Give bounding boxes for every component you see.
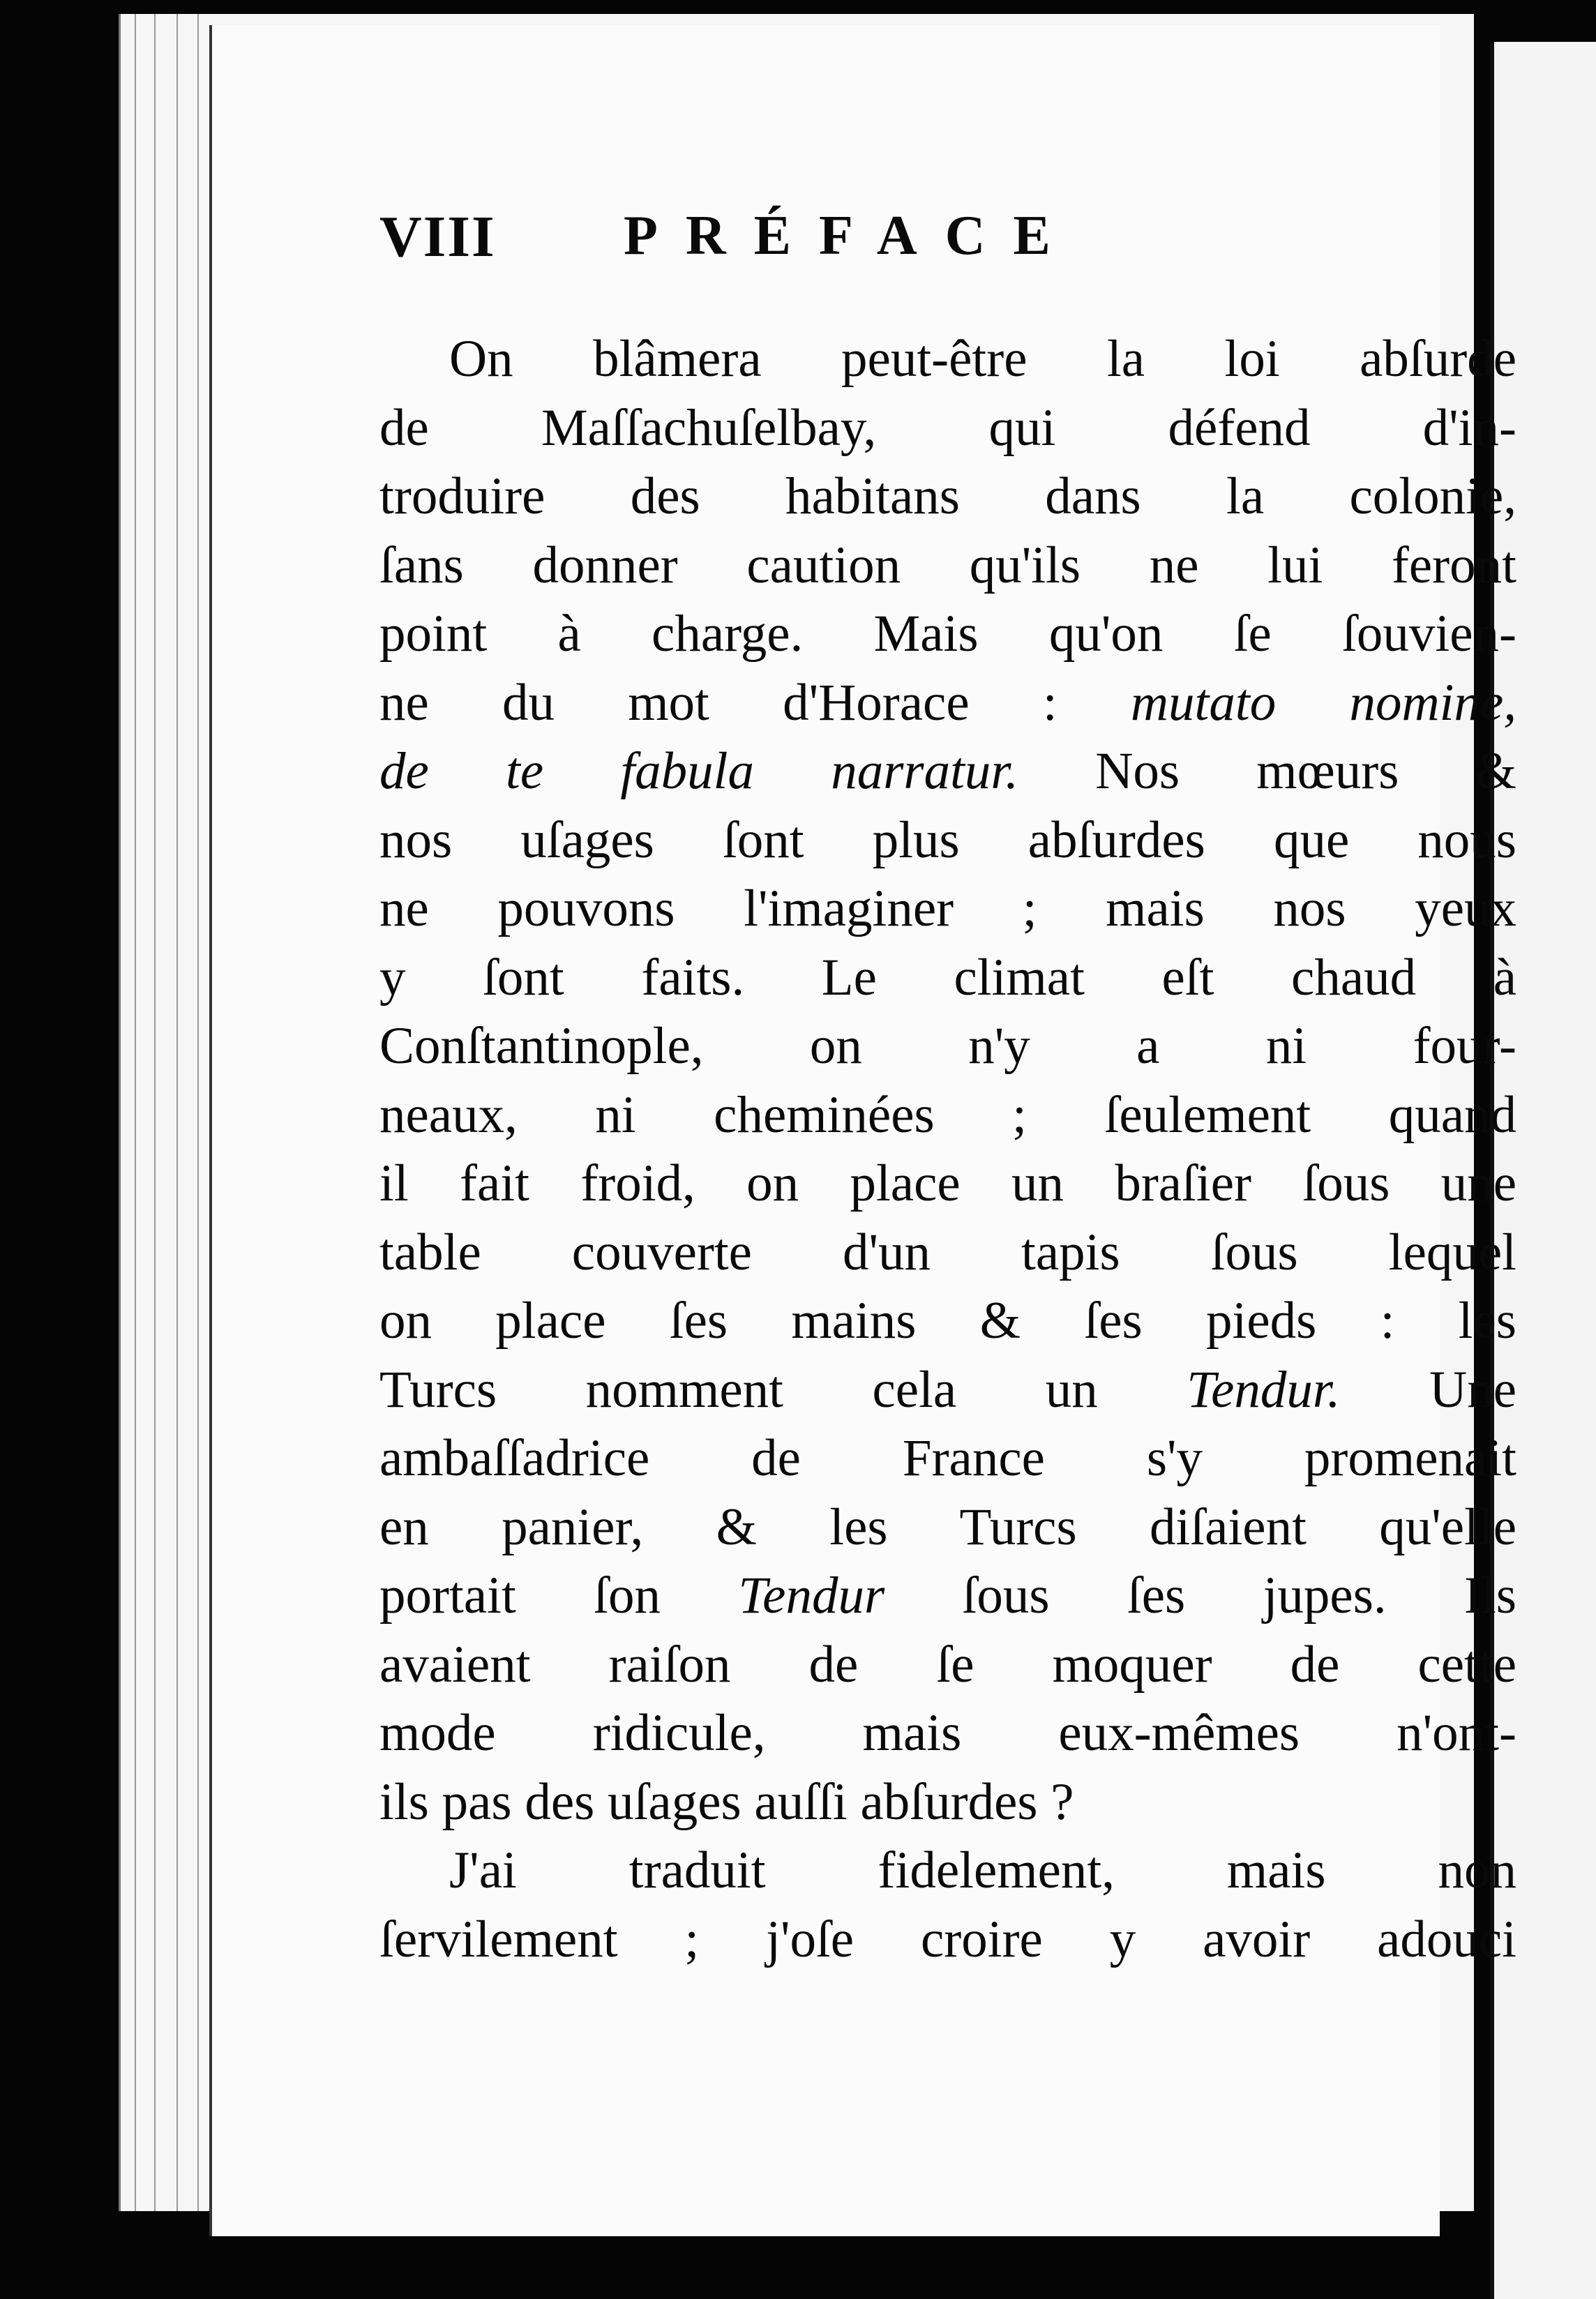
text-line: il fait froid, on place un braſier ſous une [379,1154,1516,1212]
text-line [379,737,1516,806]
italic-word: Tendur. [1187,1360,1341,1419]
text-run: Une [1340,1360,1516,1419]
text-line [379,1356,1516,1425]
text-run: Turcs nomment cela un [379,1360,1187,1419]
page-edge-line [135,14,136,2211]
text-line: ne pouvons l'imaginer ; mais nos yeux [379,880,1516,937]
latin-quote: mutato nomine, [1130,673,1516,732]
text-line: Conſtantinople, on n'y a ni four- [379,1017,1516,1075]
text-line: ſans donner caution qu'ils ne lui feront [379,536,1516,594]
page-edge-line [176,14,178,2211]
text-line: ils pas des uſages auſſi abſurdes ? [379,1772,1074,1831]
text-line [379,1562,1516,1631]
running-title: PRÉFACE [624,205,1078,266]
text-line: troduire des habitans dans la colonie, [379,467,1516,525]
text-run: portait ſon [379,1567,739,1625]
text-line: J'ai traduit fidelement, mais non [449,1841,1516,1899]
latin-quote: de te fabula narratur. [379,742,1019,800]
text-line: On blâmera peut-être la loi abſurde [449,330,1516,388]
body-text [379,325,1516,1974]
text-line: en panier, & les Turcs diſaient qu'elle [379,1498,1516,1556]
text-line: mode ridicule, mais eux-mêmes n'ont- [379,1704,1516,1762]
text-line: table couverte d'un tapis ſous lequel [379,1223,1516,1281]
text-line: y ſont faits. Le climat eſt chaud à [379,948,1516,1007]
text-line: ambaſſadrice de France s'y promenait [379,1429,1516,1487]
page-number: VIII [379,204,496,269]
text-line: nos uſages ſont plus abſurdes que nous [379,811,1516,869]
italic-word: Tendur [738,1567,885,1625]
page-header [379,203,1356,287]
text-line: on place ſes mains & ſes pieds : les [379,1292,1516,1350]
text-line: point à charge. Mais qu'on ſe ſouvien- [379,605,1516,663]
page-edge-line [197,14,199,2211]
text-run: ne du mot d'Horace : [379,673,1131,732]
text-line: neaux, ni cheminées ; ſeulement quand [379,1085,1516,1144]
text-run: Nos mœurs & [1018,742,1516,800]
text-line: avaient raiſon de ſe moquer de cette [379,1635,1516,1694]
text-line: de Maſſachuſelbay, qui défend d'in- [379,398,1516,457]
page-edge-line [154,14,156,2211]
text-run: ſous ſes jupes. Ils [884,1567,1516,1625]
book-page [209,25,1516,2236]
text-line [379,669,1516,738]
text-line: ſervilement ; j'oſe croire y avoir adouci [379,1910,1516,1968]
